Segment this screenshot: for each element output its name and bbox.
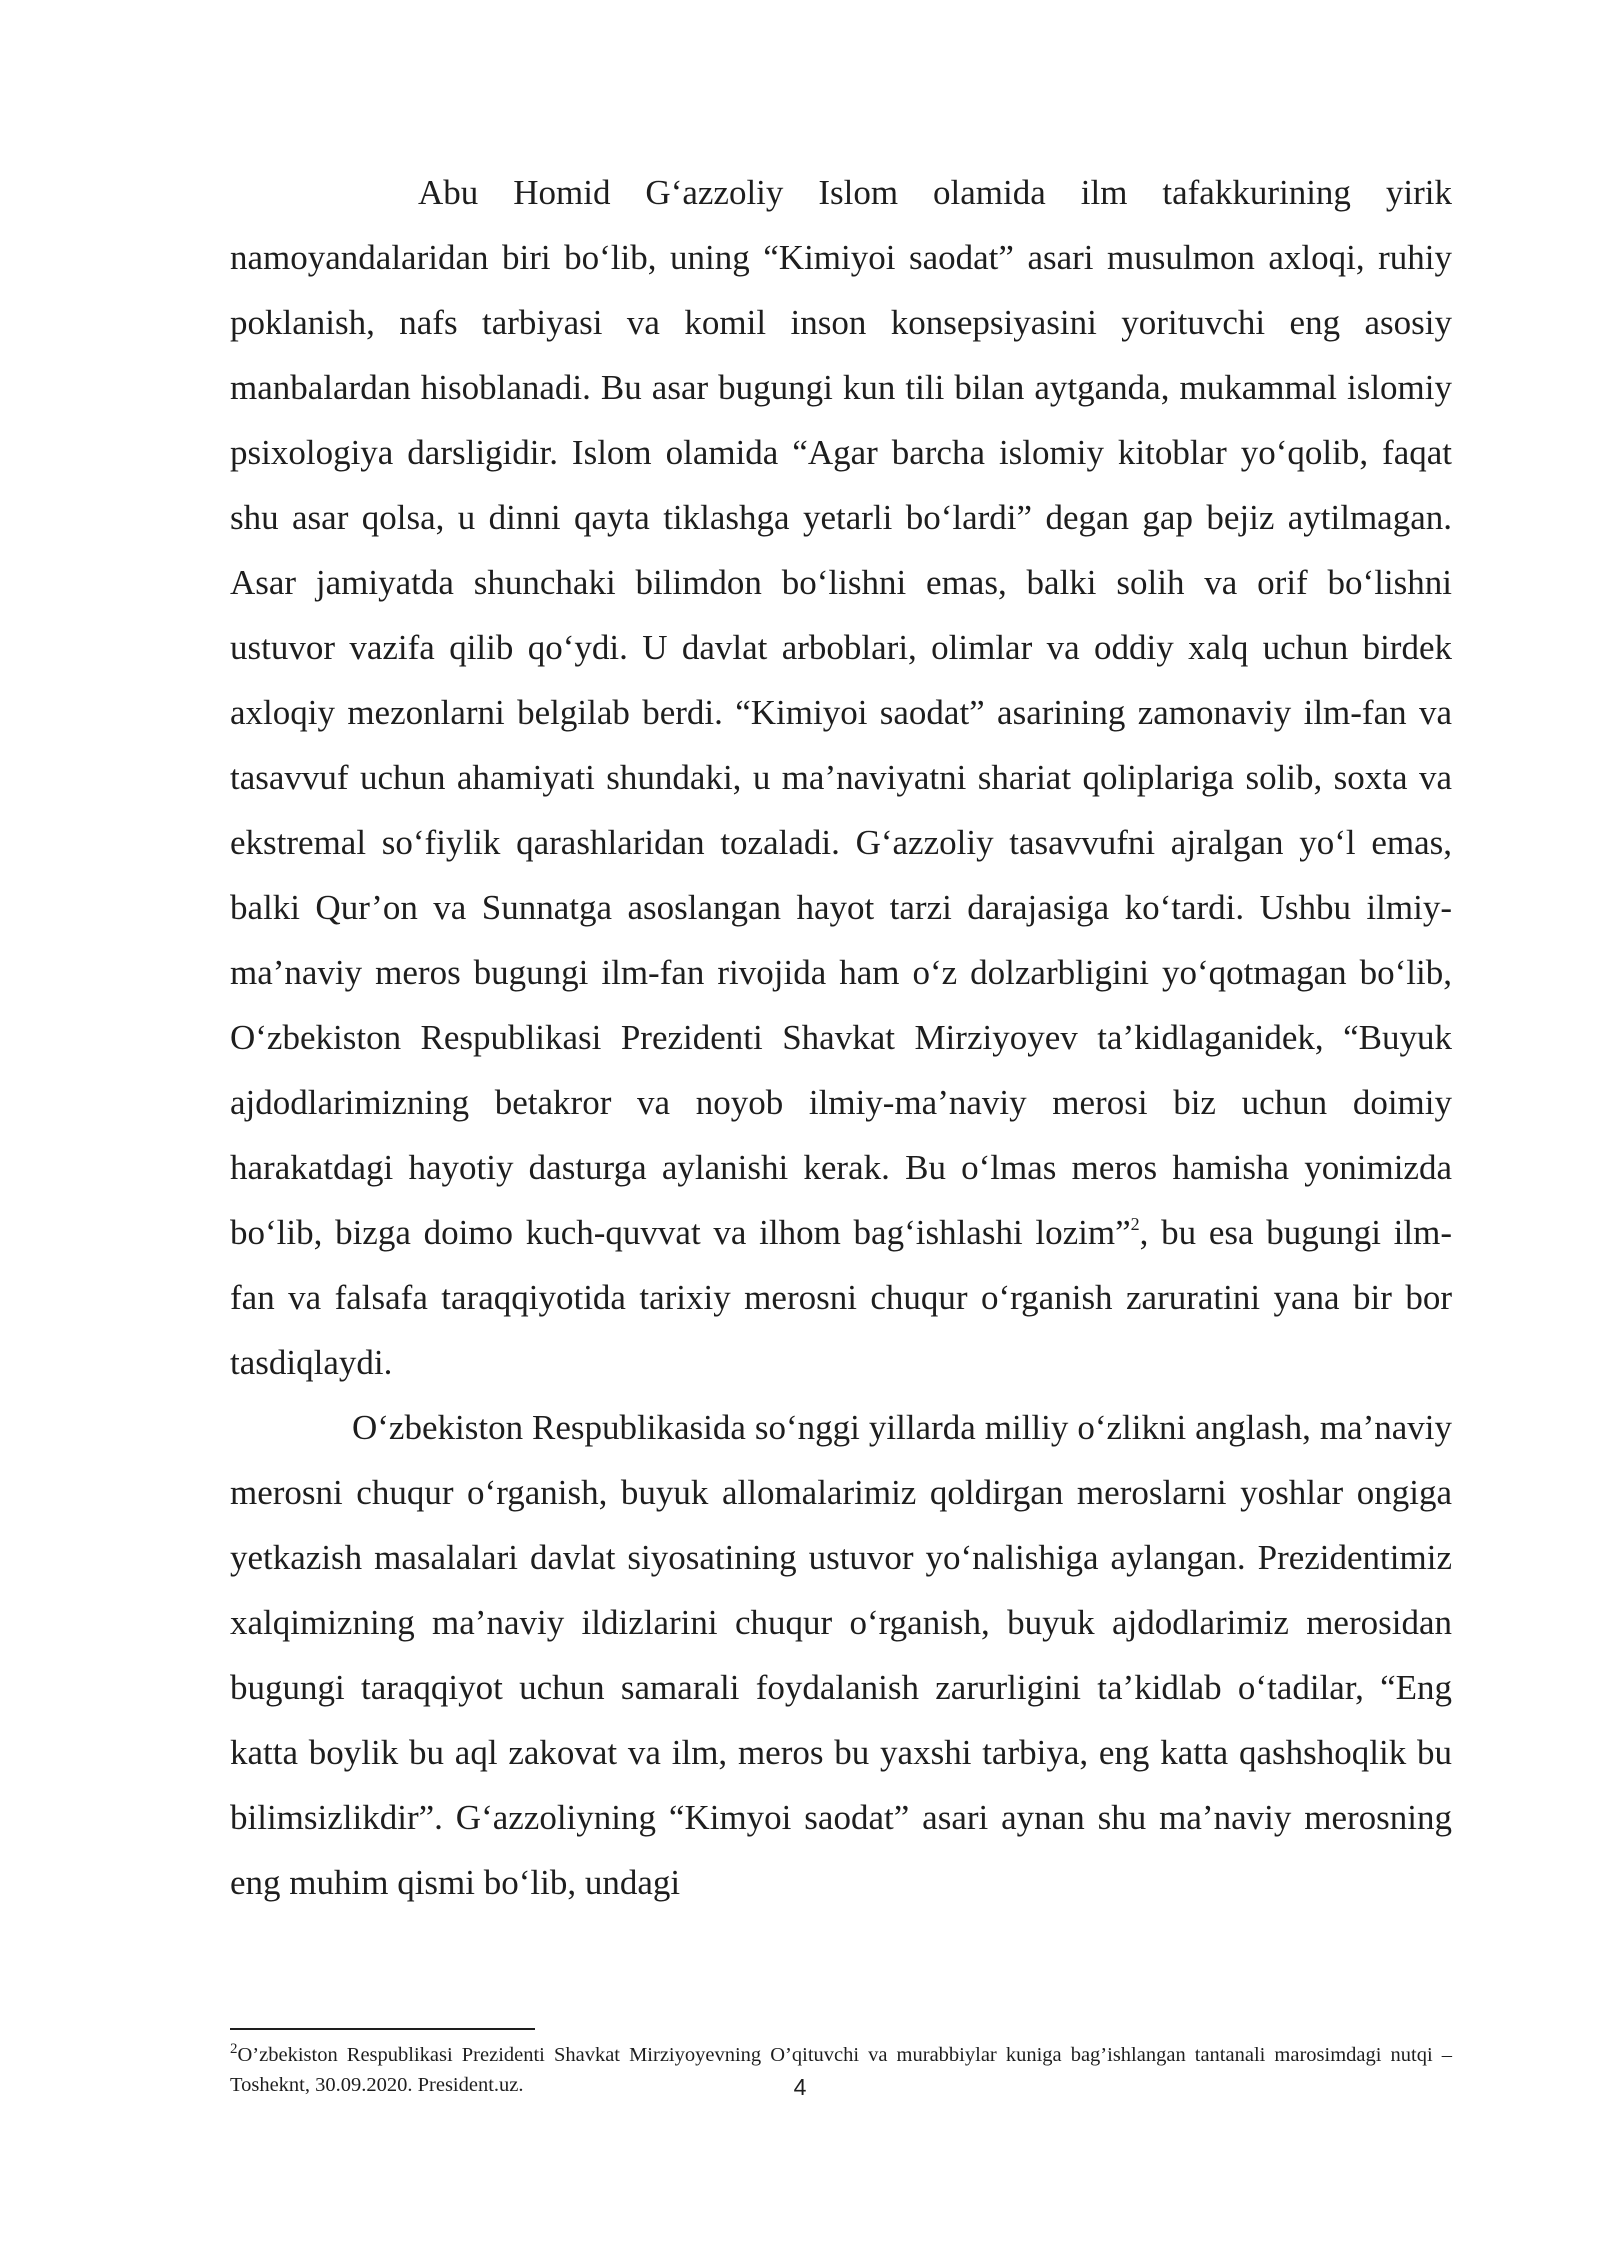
footnote-separator	[230, 2028, 535, 2030]
document-page	[230, 160, 1452, 1915]
footnote-text: O’zbekiston Respublikasi Prezidenti Shavkat Mirziyoyevning O’qituvchi va murabbiylar kuniga bag’ishlangan tantanali marosimdagi nutqi – Tosheknt, 30.09.2020. President.uz.	[230, 2044, 1452, 2096]
body-paragraph-1	[230, 160, 1452, 1395]
paragraph-1-continuation: , bu esa bugungi ilm-fan va falsafa taraqqiyotida tarixiy merosni chuqur o‘rganish zaruratini yana bir bor tasdiqlaydi.	[230, 1213, 1452, 1382]
body-paragraph-2: O‘zbekiston Respublikasida so‘nggi yillarda milliy o‘zlikni anglash, ma’naviy merosni chuqur o‘rganish, buyuk allomalarimiz qoldirgan meroslarni yoshlar ongiga yetkazish masalalari davlat siyosatining ustuvor yo‘nalishiga aylangan. Prezidentimiz xalqimizning ma’naviy ildizlarini chuqur o‘rganish, buyuk ajdodlarimiz merosidan bugungi taraqqiyot uchun samarali foydalanish zarurligini ta’kidlab o‘tadilar, “Eng katta boylik bu aql zakovat va ilm, meros bu yaxshi tarbiya, eng katta qashshoqlik bu bilimsizlikdir”. G‘azzoliyning “Kimyoi saodat” asari aynan shu ma’naviy merosning eng muhim qismi bo‘lib, undagi	[230, 1408, 1452, 1902]
paragraph-1-text: Abu Homid G‘azzoliy Islom olamida ilm tafakkurining yirik namoyandalaridan biri bo‘lib, uning “Kimiyoi saodat” asari musulmon axloqi, ruhiy poklanish, nafs tarbiyasi va komil inson konsepsiyasini yorituvchi eng asosiy manbalardan hisoblanadi. Bu asar bugungi kun tili bilan aytganda, mukammal islomiy psixologiya darsligidir. Islom olamida “Agar barcha islomiy kitoblar yo‘qolib, faqat shu asar qolsa, u dinni qayta tiklashga yetarli bo‘lardi” degan gap bejiz aytilmagan. Asar jamiyatda shunchaki bilimdon bo‘lishni emas, balki solih va orif bo‘lishni ustuvor vazifa qilib qo‘ydi. U davlat arboblari, olimlar va oddiy xalq uchun birdek axloqiy mezonlarni belgilab berdi. “Kimiyoi saodat” asarining zamonaviy ilm-fan va tasavvuf uchun ahamiyati shundaki, u ma’naviyatni shariat qoliplariga solib, soxta va ekstremal so‘fiylik qarashlaridan tozaladi. G‘azzoliy tasavvufni ajralgan yo‘l emas, balki Qur’on va Sunnatga asoslangan hayot tarzi darajasiga ko‘tardi. Ushbu ilmiy-ma’naviy meros bugungi ilm-fan rivojida ham o‘z dolzarbligini yo‘qotmagan bo‘lib, O‘zbekiston Respublikasi Prezidenti Shavkat Mirziyoyev ta’kidlaganidek, “Buyuk ajdodlarimizning betakror va noyob ilmiy-ma’naviy merosi biz uchun doimiy harakatdagi hayotiy dasturga aylanishi kerak. Bu o‘lmas meros hamisha yonimizda bo‘lib, bizga doimo kuch-quvvat va ilhom bag‘ishlashi lozim”	[230, 173, 1452, 1252]
footnote-reference[interactable]: 2	[1130, 1214, 1140, 1234]
page-number: 4	[793, 2074, 807, 2100]
footnote-marker: 2	[230, 2041, 238, 2057]
